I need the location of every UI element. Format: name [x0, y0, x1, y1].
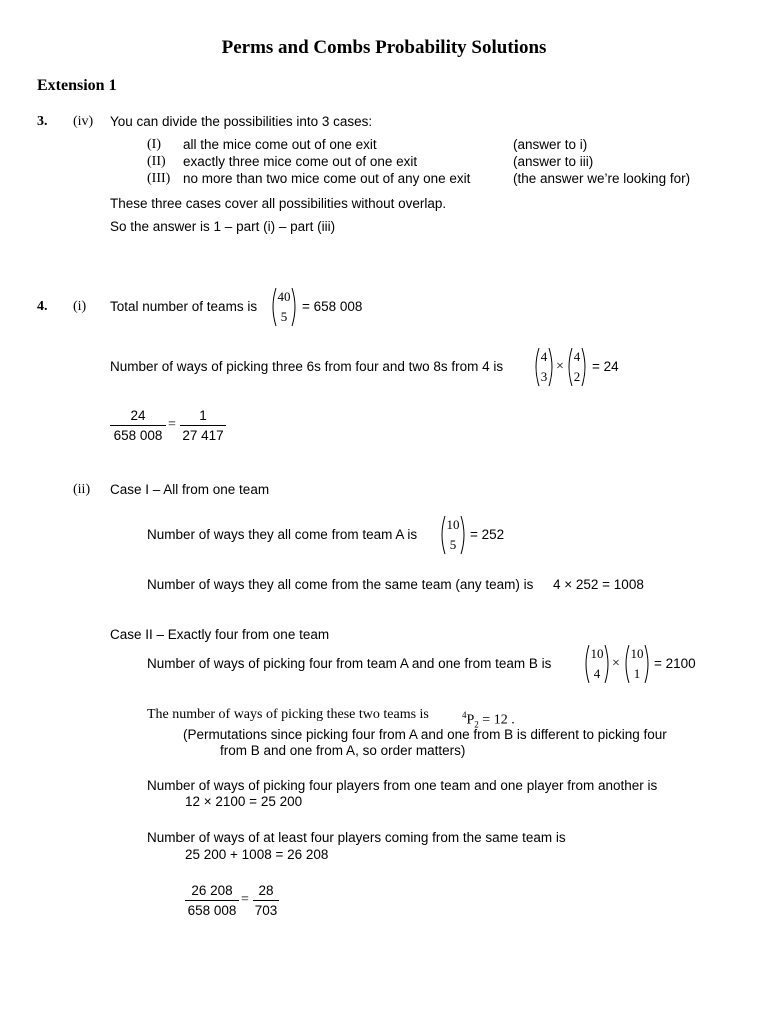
q3-intro: You can divide the possibilities into 3 cases:: [110, 114, 373, 129]
q4-number: 4.: [37, 299, 48, 314]
q3-answer: So the answer is 1 – part (i) – part (iii): [110, 219, 336, 234]
case1-result: = 252: [470, 527, 505, 542]
fraction-24-658008: [110, 408, 166, 444]
case1-any-result: 4 × 252 = 1008: [553, 577, 644, 592]
frac-num: 28: [258, 883, 274, 898]
q3-case-label: (II): [147, 154, 166, 169]
binom-n: 40: [277, 289, 291, 304]
case2-result: = 2100: [654, 656, 696, 671]
perm-result: = 12 .: [482, 712, 515, 728]
teams-text: Total number of teams is: [110, 299, 258, 314]
q3-case-label: (III): [147, 171, 171, 186]
q3-case-text: no more than two mice come out of any one exit: [183, 171, 471, 186]
q3-case-text: all the mice come out of one exit: [183, 137, 377, 152]
binom-k: 5: [449, 537, 457, 552]
q3-part: (iv): [73, 114, 94, 129]
case2-text: Number of ways of picking four from team A and one from team B is: [147, 656, 552, 671]
perm-p: P: [466, 712, 475, 728]
q3-case-label: (I): [147, 137, 161, 152]
binom-k: 4: [593, 666, 601, 681]
q3-case-text: exactly three mice come out of one exit: [183, 154, 418, 169]
perm-note-line2: from B and one from A, so order matters): [220, 743, 466, 758]
frac-num: 24: [130, 408, 146, 423]
perm-note-line1: (Permutations since picking four from A and one from B is different to picking four: [183, 727, 667, 742]
times-symbol: ×: [612, 656, 620, 671]
case1-text: Number of ways they all come from team A is: [147, 527, 418, 542]
binom-10-5: [439, 515, 467, 555]
binom-10-1: [623, 644, 651, 684]
binom-n: 10: [446, 517, 460, 532]
binom-n: 4: [573, 349, 581, 364]
binom-10-4: [583, 644, 611, 684]
another-calc: 12 × 2100 = 25 200: [185, 794, 303, 809]
perm-sub: 2: [474, 719, 479, 730]
q3-case-note: (answer to i): [513, 137, 588, 152]
q4-part-i: (i): [73, 299, 87, 314]
binom-n: 10: [590, 646, 604, 661]
frac-num: 26 208: [191, 883, 233, 898]
fraction-26208-658008: [185, 883, 239, 919]
atleast-text: Number of ways of at least four players coming from the same team is: [147, 830, 566, 845]
binom-n: 10: [630, 646, 644, 661]
frac-den: 27 417: [182, 428, 224, 443]
q4-part-ii: (ii): [73, 482, 91, 497]
binom-40-5: [270, 287, 298, 327]
frac-num: 1: [199, 408, 207, 423]
binom-k: 3: [540, 369, 548, 384]
perm-text: The number of ways of picking these two teams is: [147, 707, 429, 722]
case1-any-text: Number of ways they all come from the same team (any team) is: [147, 577, 534, 592]
teams-result: = 658 008: [302, 299, 363, 314]
frac-den: 703: [254, 903, 278, 918]
binom-4-2: [566, 347, 588, 387]
equals-sign: =: [168, 417, 176, 432]
another-text: Number of ways of picking four players from one team and one player from another is: [147, 778, 658, 793]
binom-k: 5: [280, 309, 288, 324]
atleast-calc: 25 200 + 1008 = 26 208: [185, 847, 329, 862]
case1-title: Case I – All from one team: [110, 482, 270, 497]
equals-sign: =: [241, 892, 249, 907]
page-title: Perms and Combs Probability Solutions: [221, 37, 547, 58]
fraction-28-703: [253, 883, 279, 919]
binom-4-3: [533, 347, 555, 387]
q3-case-note: (the answer we’re looking for): [513, 171, 691, 186]
section-heading: Extension 1: [37, 77, 117, 94]
frac-den: 658 008: [113, 428, 163, 443]
q3-number: 3.: [37, 114, 48, 129]
binom-k: 2: [573, 369, 581, 384]
case2-title: Case II – Exactly four from one team: [110, 627, 330, 642]
fraction-1-27417: [180, 408, 226, 444]
q3-cover: These three cases cover all possibilities without overlap.: [110, 196, 447, 211]
binom-n: 4: [540, 349, 548, 364]
times-symbol: ×: [556, 359, 564, 374]
binom-k: 1: [633, 666, 641, 681]
ways-result: = 24: [592, 359, 619, 374]
frac-den: 658 008: [187, 903, 237, 918]
q3-case-note: (answer to iii): [513, 154, 594, 169]
perm-sup: 4: [462, 710, 467, 720]
ways-text: Number of ways of picking three 6s from four and two 8s from 4 is: [110, 359, 504, 374]
